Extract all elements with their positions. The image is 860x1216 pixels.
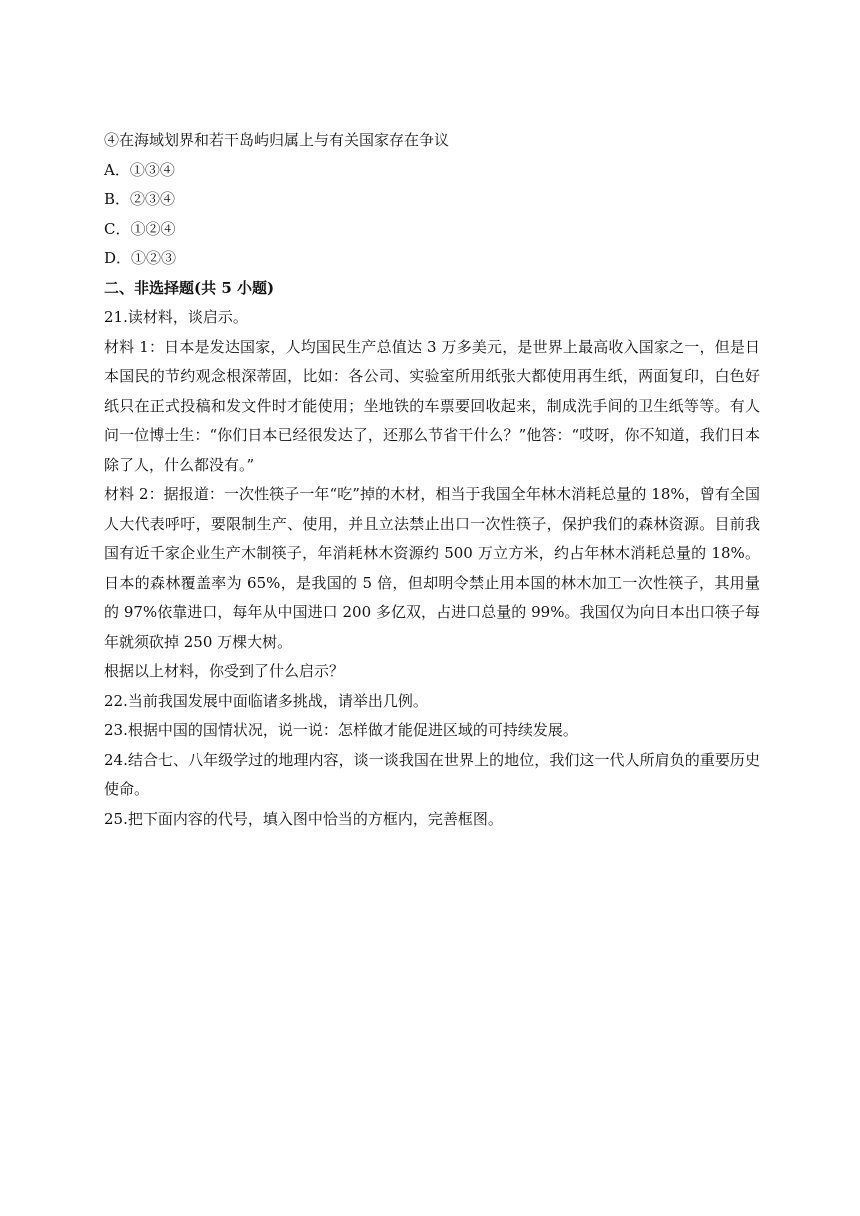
q20-option-b: B．②③④ xyxy=(104,190,176,208)
q22-prompt: 22.当前我国发展中面临诸多挑战，请举出几例。 xyxy=(104,691,428,710)
q20-option-d: D．①②③ xyxy=(104,249,177,267)
q25-prompt: 25.把下面内容的代号，填入图中恰当的方框内，完善框图。 xyxy=(104,809,503,828)
q20-option-c: C．①②④ xyxy=(104,219,176,238)
q21-material-2: 材料 2：据报道：一次性筷子一年“吃”掉的木材，相当于我国全年林木消耗总量的 18%，曾有全国人大代表呼吁，要限制生产、使用，并且立法禁止出口一次性筷子，保护我们的森林资源。目前我国有近千家企业生产木制筷子，年消耗林木资源约 500 万立方米，约占年林木消耗总量的 18%。日本的森林覆盖率为 65%，是我国的 5 倍，但却明令禁止用本国的林木加工一次性筷子，其用量的 97%依靠进口，每年从中国进口 200 多亿双，占进口总量的 99%。我国仅为向日本出口筷子每年就须砍掉 250 万棵大树。 xyxy=(104,485,760,651)
q21-prompt: 21.读材料，谈启示。 xyxy=(104,308,248,326)
q20-statement-4: ④在海域划界和若干岛屿归属上与有关国家存在争议 xyxy=(104,131,450,149)
q20-option-a: A．①③④ xyxy=(104,160,175,179)
document-body xyxy=(104,126,760,834)
q21-material-1: 材料 1：日本是发达国家，人均国民生产总值达 3 万多美元，是世界上最高收入国家之一，但是日本国民的节约观念根深蒂固，比如：各公司、实验室所用纸张大都使用再生纸，两面复印，白色好纸只在正式投稿和发文件时才能使用；坐地铁的车票要回收起来，制成洗手间的卫生纸等等。有人问一位博士生：“你们日本已经很发达了，还那么节省干什么？”他答：“哎呀，你不知道，我们日本除了人，什么都没有。” xyxy=(104,337,760,474)
q23-prompt: 23.根据中国的国情状况，说一说：怎样做才能促进区域的可持续发展。 xyxy=(104,721,578,739)
section-heading: 二、非选择题(共 5 小题) xyxy=(104,278,275,297)
q24-prompt: 24.结合七、八年级学过的地理内容，谈一谈我国在世界上的地位，我们这一代人所肩负的重要历史使命。 xyxy=(104,750,760,798)
q21-question: 根据以上材料，你受到了什么启示？ xyxy=(104,662,345,680)
